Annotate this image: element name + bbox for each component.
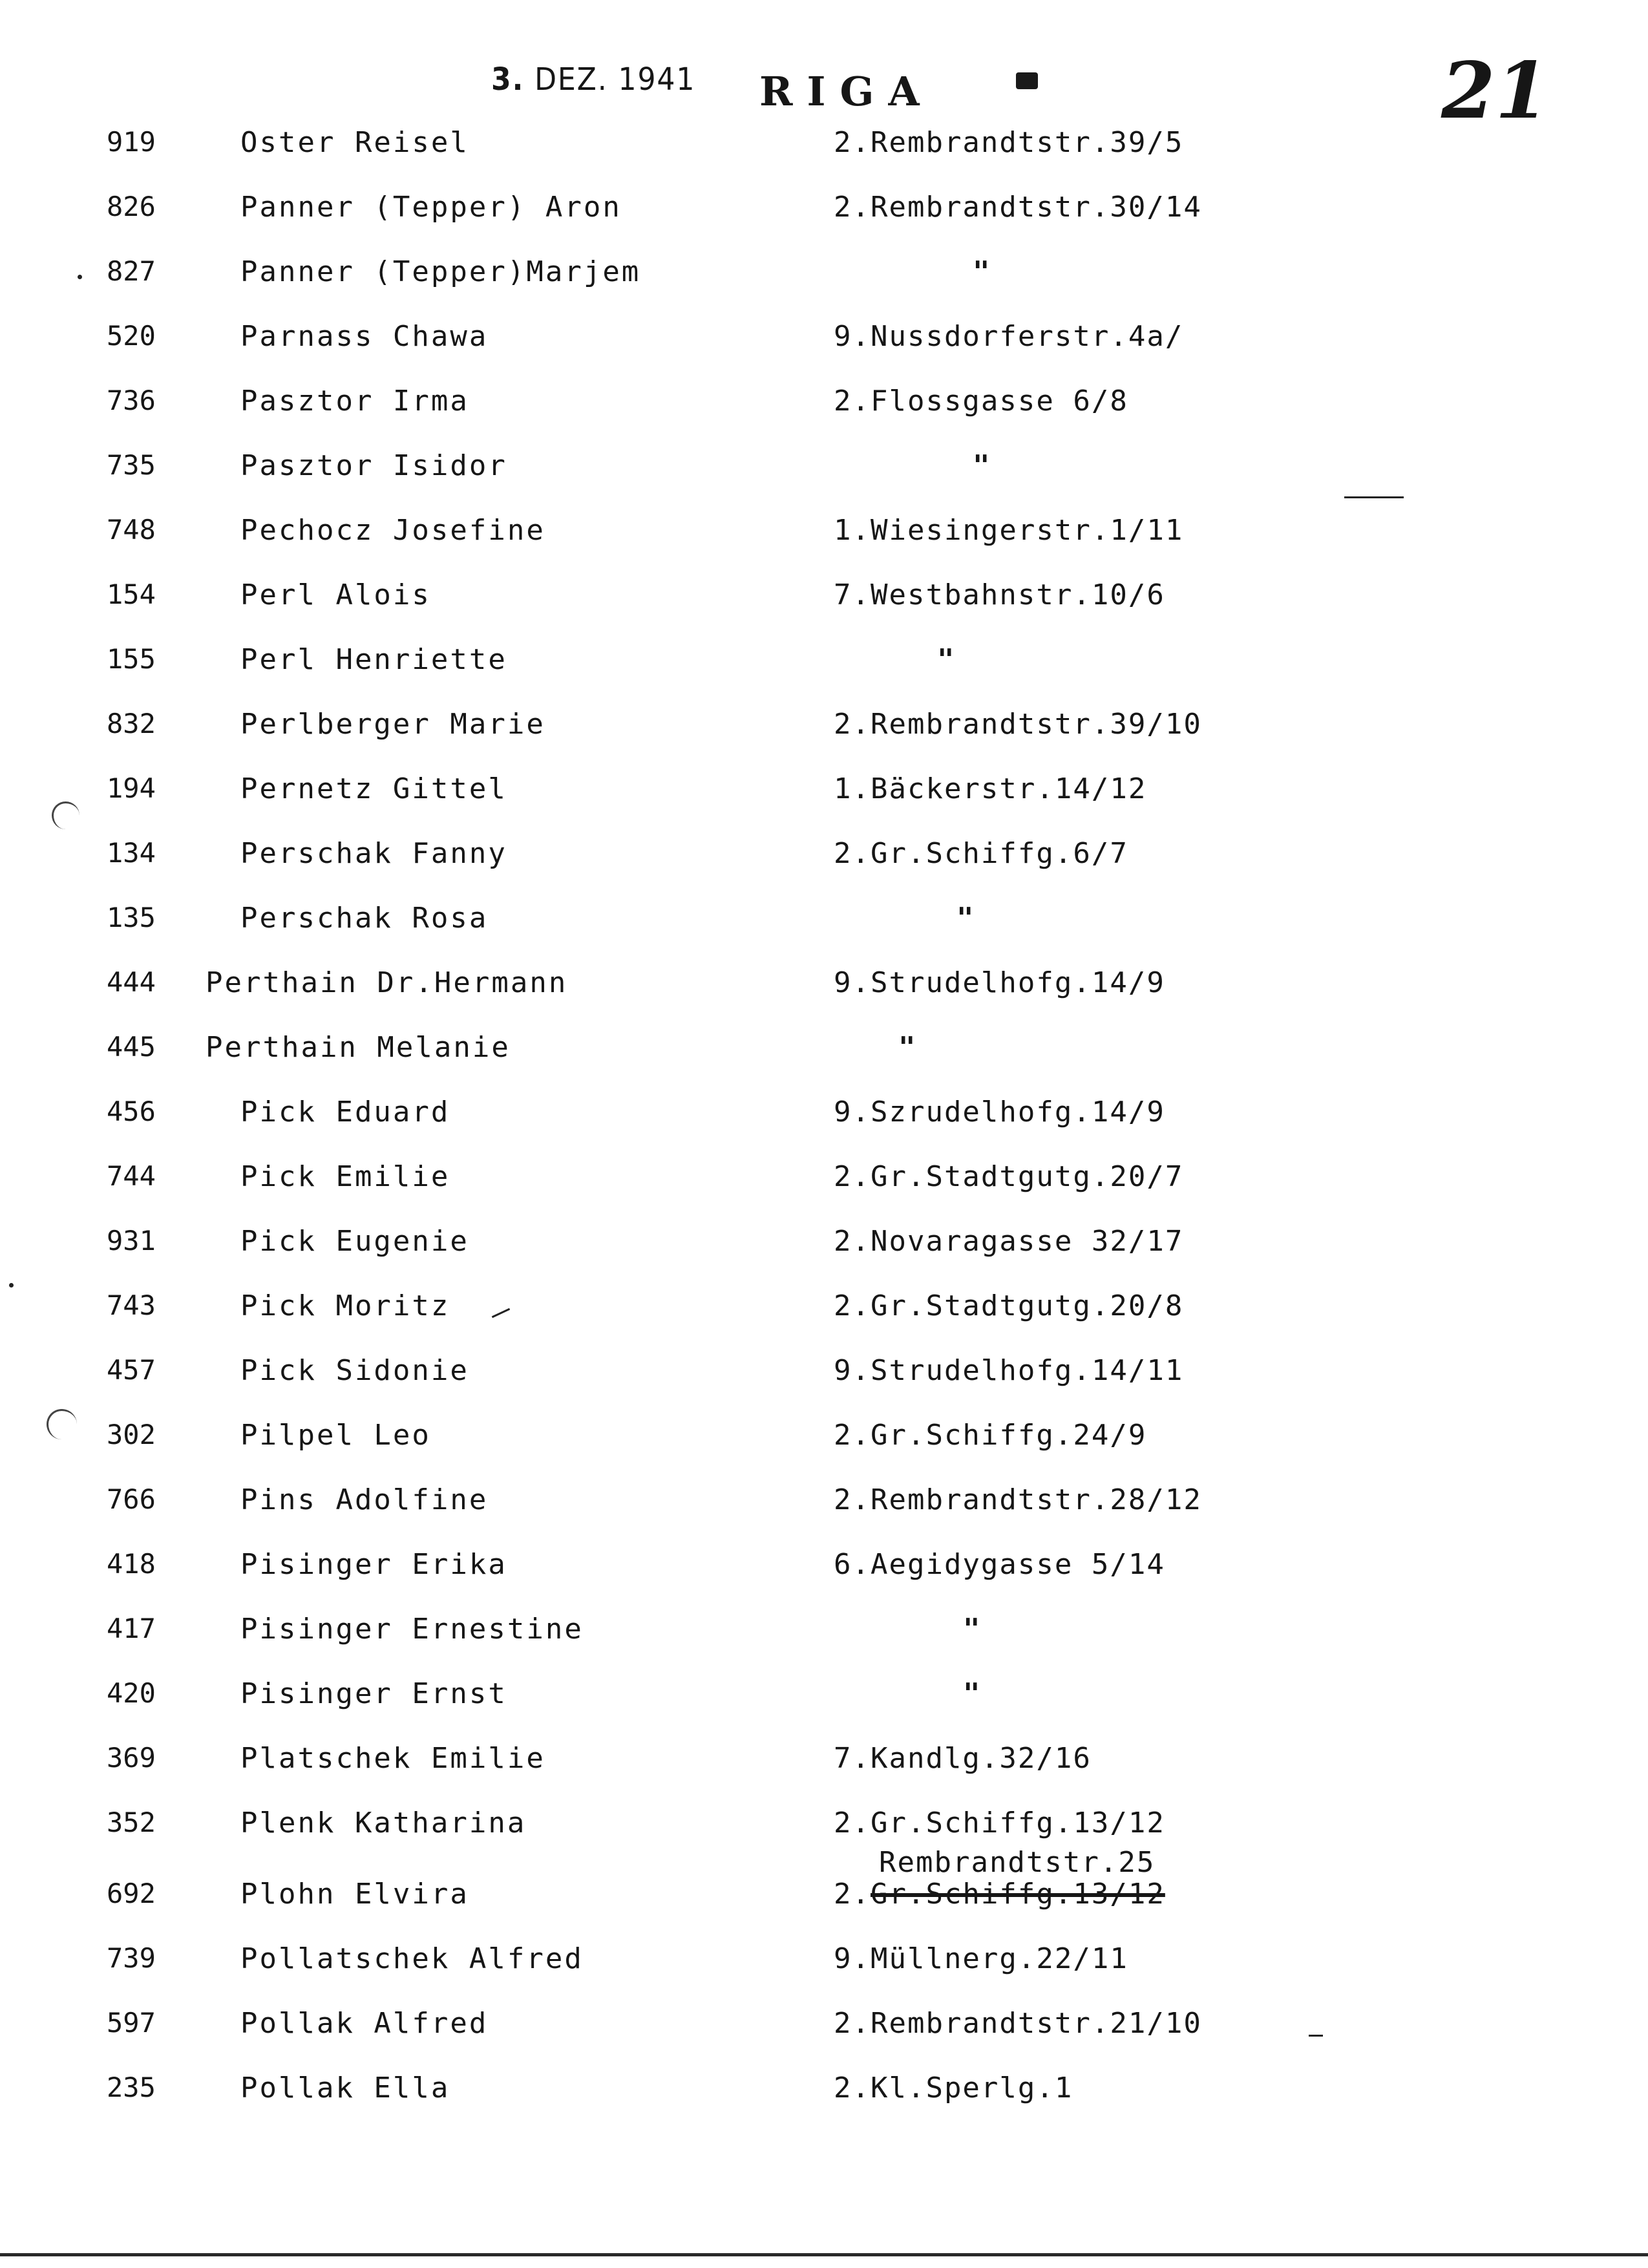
entry-name: Pernetz Gittel (240, 772, 507, 805)
entry-name: Perthain Melanie (206, 1031, 511, 1064)
list-item (0, 1677, 1648, 1729)
punch-hole-edge (52, 801, 79, 829)
entry-address: 9.Nussdorferstr.4a/ (834, 320, 1184, 353)
handwritten-page-number: 21 (1441, 45, 1549, 136)
stamp-month-year: DEZ. 1941 (534, 61, 696, 98)
entry-address-prefix: 2. (834, 1878, 871, 1911)
list-item (0, 1031, 1648, 1083)
ditto-mark: " (963, 1677, 980, 1710)
list-item (0, 385, 1648, 436)
list-item (0, 191, 1648, 242)
entry-number: 919 (107, 126, 156, 158)
entry-number: 352 (107, 1807, 156, 1838)
list-item (0, 578, 1648, 630)
page-bottom-edge (0, 2253, 1648, 2256)
ditto-mark: " (956, 902, 974, 935)
entry-number: 154 (107, 578, 156, 610)
punch-hole-edge (47, 1409, 77, 1439)
entry-number: 692 (107, 1878, 156, 1909)
margin-line-mark (1344, 496, 1404, 498)
entry-number: 444 (107, 966, 156, 998)
ditto-mark: " (898, 1031, 916, 1064)
page-title: RIGA (759, 68, 934, 115)
entry-number: 135 (107, 902, 156, 933)
added-address-correction: Rembrandtstr.25 (879, 1846, 1156, 1879)
entry-number: 748 (107, 514, 156, 546)
entry-name: Platschek Emilie (240, 1742, 545, 1775)
list-item (0, 1096, 1648, 1147)
entry-number: 931 (107, 1225, 156, 1256)
entry-address: 9.Müllnerg.22/11 (834, 1942, 1128, 1975)
entry-name: Pilpel Leo (240, 1419, 431, 1452)
entry-number: 134 (107, 837, 156, 869)
entry-address: 2.Gr.Schiffg.24/9 (834, 1419, 1147, 1452)
entry-address: 7.Kandlg.32/16 (834, 1742, 1092, 1775)
list-item (0, 837, 1648, 889)
entry-address: 2.Rembrandtstr.28/12 (834, 1483, 1202, 1516)
entry-address: 2.Rembrandtstr.39/10 (834, 708, 1202, 741)
entry-address: 1.Wiesingerstr.1/11 (834, 514, 1184, 547)
ink-smudge (1016, 72, 1038, 89)
entry-name: Pollatschek Alfred (240, 1942, 584, 1975)
struck-address: Gr.Schiffg.13/12 (870, 1878, 1165, 1911)
entry-name: Perlberger Marie (240, 708, 545, 741)
entry-address: 2.Flossgasse 6/8 (834, 385, 1128, 418)
ditto-mark: " (973, 449, 990, 482)
ditto-mark: " (963, 1613, 980, 1646)
entry-number: 457 (107, 1354, 156, 1386)
entry-name: Pick Emilie (240, 1160, 450, 1193)
list-item (0, 126, 1648, 178)
entry-name: Pollak Alfred (240, 2007, 489, 2040)
entry-number: 827 (107, 255, 156, 287)
entry-number: 445 (107, 1031, 156, 1063)
stamp-day: 3. (491, 61, 525, 98)
list-item (0, 1942, 1648, 1994)
entry-number: 194 (107, 772, 156, 804)
list-item (0, 1225, 1648, 1277)
list-item (0, 1419, 1648, 1470)
entry-name: Pick Eugenie (240, 1225, 469, 1258)
margin-dot (9, 1283, 14, 1288)
entry-number: 155 (107, 643, 156, 675)
entry-address: 9.Strudelhofg.14/11 (834, 1354, 1184, 1387)
entry-number: 420 (107, 1677, 156, 1709)
entry-number: 736 (107, 385, 156, 416)
entry-address: 2.Rembrandtstr.39/5 (834, 126, 1184, 159)
entry-address: 2.Rembrandtstr.30/14 (834, 191, 1202, 224)
entry-name: Pins Adolfine (240, 1483, 489, 1516)
entry-number: 743 (107, 1289, 156, 1321)
entry-name: Plohn Elvira (240, 1878, 469, 1911)
entry-address: 2.Gr.Schiffg.6/7 (834, 837, 1128, 870)
entry-name: Pasztor Isidor (240, 449, 507, 482)
entry-name: Pisinger Ernestine (240, 1613, 584, 1646)
entry-name: Oster Reisel (240, 126, 469, 159)
entry-number: 826 (107, 191, 156, 222)
entry-address: 9.Szrudelhofg.14/9 (834, 1096, 1165, 1129)
list-item (0, 1613, 1648, 1664)
entry-name: Perl Alois (240, 578, 431, 611)
entry-name: Perthain Dr.Hermann (206, 966, 568, 999)
margin-dash-mark (1309, 2035, 1323, 2037)
entry-name: Pisinger Ernst (240, 1677, 507, 1710)
entry-address: 9.Strudelhofg.14/9 (834, 966, 1165, 999)
entry-number: 735 (107, 449, 156, 481)
entry-name: Pick Eduard (240, 1096, 450, 1129)
list-item (0, 1160, 1648, 1212)
list-item (0, 449, 1648, 501)
entry-name: Pick Moritz (240, 1289, 450, 1322)
entry-name: Perschak Rosa (240, 902, 489, 935)
entry-address: 7.Westbahnstr.10/6 (834, 578, 1165, 611)
entry-name: Pasztor Irma (240, 385, 469, 418)
entry-number: 456 (107, 1096, 156, 1127)
entry-name: Perl Henriette (240, 643, 507, 676)
entry-address: 2.Gr.Schiffg.13/12 (834, 1807, 1165, 1839)
entry-address: 2.Kl.Sperlg.1 (834, 2072, 1073, 2104)
list-item (0, 772, 1648, 824)
list-item (0, 1289, 1648, 1341)
entry-number: 417 (107, 1613, 156, 1644)
entry-name: Pisinger Erika (240, 1548, 507, 1581)
entry-name: Perschak Fanny (240, 837, 507, 870)
list-item (0, 2072, 1648, 2123)
ditto-mark: " (973, 255, 990, 288)
entry-address: 6.Aegidygasse 5/14 (834, 1548, 1165, 1581)
entry-name: Pick Sidonie (240, 1354, 469, 1387)
entry-address: 2.Rembrandtstr.21/10 (834, 2007, 1202, 2040)
date-stamp (491, 61, 695, 98)
entry-name: Pollak Ella (240, 2072, 450, 2104)
list-item (0, 320, 1648, 372)
list-item (0, 514, 1648, 566)
list-item (0, 708, 1648, 759)
entry-number: 739 (107, 1942, 156, 1974)
ditto-mark: " (937, 643, 955, 676)
entry-name: Panner (Tepper)Marjem (240, 255, 641, 288)
entry-number: 744 (107, 1160, 156, 1192)
entry-number: 597 (107, 2007, 156, 2039)
list-item (0, 1807, 1648, 1858)
entry-name: Panner (Tepper) Aron (240, 191, 622, 224)
entry-number: 766 (107, 1483, 156, 1515)
entry-number: 832 (107, 708, 156, 739)
entry-number: 235 (107, 2072, 156, 2103)
list-item (0, 966, 1648, 1018)
list-item (0, 1878, 1648, 1929)
entry-number: 369 (107, 1742, 156, 1774)
entry-number: 520 (107, 320, 156, 352)
entry-number: 302 (107, 1419, 156, 1450)
entry-address (834, 1878, 1165, 1911)
entry-name: Pechocz Josefine (240, 514, 545, 547)
list-item (0, 902, 1648, 953)
entry-address: 2.Novaragasse 32/17 (834, 1225, 1184, 1258)
margin-dot (78, 275, 82, 279)
entry-number: 418 (107, 1548, 156, 1580)
entry-address: 2.Gr.Stadtgutg.20/7 (834, 1160, 1184, 1193)
list-item (0, 1354, 1648, 1406)
entry-name: Parnass Chawa (240, 320, 489, 353)
list-item (0, 255, 1648, 307)
entry-name: Plenk Katharina (240, 1807, 527, 1839)
entry-address: 2.Gr.Stadtgutg.20/8 (834, 1289, 1184, 1322)
list-item (0, 643, 1648, 695)
entry-address: 1.Bäckerstr.14/12 (834, 772, 1147, 805)
list-item (0, 2007, 1648, 2059)
list-item (0, 1548, 1648, 1600)
list-item (0, 1742, 1648, 1794)
list-item (0, 1483, 1648, 1535)
